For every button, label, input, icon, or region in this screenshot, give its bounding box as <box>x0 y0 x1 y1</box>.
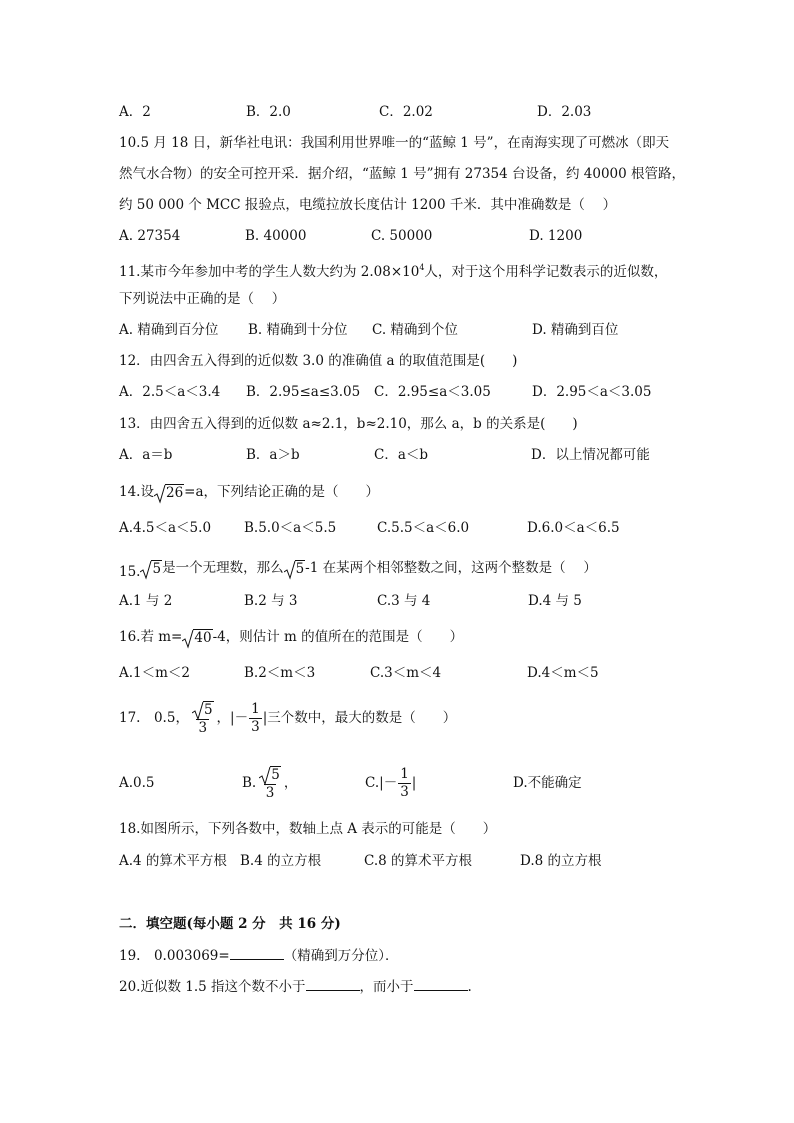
q16-pre: 16.若 m= <box>119 629 183 645</box>
q10-option-d: D. 1200 <box>529 228 583 244</box>
q10-line-2: 然气水合物）的安全可控开采．据介绍，“蓝鲸 1 号”拥有 27354 台设备，约 40000 根管路， <box>119 166 686 182</box>
q16-post: -4，则估计 m 的值所在的范围是（ ） <box>212 629 464 645</box>
q15-option-d: D.4 与 5 <box>528 593 582 609</box>
q14-option-d: D.6.0＜a＜6.5 <box>527 520 620 536</box>
q18-option-c: C.8 的算术平方根 <box>364 853 473 869</box>
fraction-sqrt5-over-3 <box>190 701 216 737</box>
q18-question: 18.如图所示，下列各数中，数轴上点 A 表示的可能是（ ） <box>119 821 497 837</box>
q19-post: （精确到万分位）． <box>283 948 399 964</box>
q17-abs-pre: ，|－ <box>216 710 249 726</box>
radical-sign-icon <box>284 560 296 580</box>
q17-post: |三个数中，最大的数是（ ） <box>262 710 457 726</box>
q15-num: 15. <box>119 564 141 580</box>
answer-blank[interactable] <box>306 977 360 991</box>
q15-option-a: A.1 与 2 <box>119 593 173 609</box>
q14-pre: 14.设 <box>119 484 154 500</box>
fraction-numerator: 1 <box>251 701 260 717</box>
radical-sign-icon <box>182 629 194 649</box>
q9-option-c: C．2.02 <box>379 104 433 120</box>
q16-option-b: B.2＜m＜3 <box>244 665 316 681</box>
answer-blank[interactable] <box>414 977 468 991</box>
sqrt-26 <box>154 484 184 502</box>
q18-option-a: A.4 的算术平方根 <box>119 853 227 869</box>
q17-optb-pre: B. <box>242 775 257 791</box>
fraction-denominator: 3 <box>265 784 275 801</box>
radical-sign-icon <box>140 560 152 580</box>
q13-option-d: D．以上情况都可能 <box>531 447 650 463</box>
sqrt-5-numerator <box>259 766 281 784</box>
sqrt-5-numerator-radicand: 5 <box>203 701 213 718</box>
fraction-numerator: 1 <box>400 766 409 782</box>
q11-option-c: C. 精确到个位 <box>372 322 458 338</box>
q17-optb-post: ， <box>283 775 298 791</box>
q11-option-d: D. 精确到百位 <box>532 322 619 338</box>
q17-optc-post: | <box>411 775 417 791</box>
q14-post: =a，下列结论正确的是（ ） <box>184 484 380 500</box>
q12-option-d: D．2.95＜a＜3.05 <box>532 384 652 400</box>
q16-question <box>119 628 463 647</box>
q13-question: 13．由四舍五入得到的近似数 a≈2.1，b≈2.10，那么 a，b 的关系是( ) <box>119 416 578 432</box>
q17-option-b <box>242 763 297 803</box>
q15-mid: 是一个无理数，那么 <box>162 560 284 576</box>
q17-question <box>119 698 456 738</box>
sqrt-5-radicand: 5 <box>152 560 162 577</box>
fraction-denominator: 3 <box>251 719 260 735</box>
q10-line-1: 10.5 月 18 日，新华社电讯：我国利用世界唯一的“蓝鲸 1 号”，在南海实现了可燃冰（即天 <box>119 135 670 151</box>
q17-option-a: A.0.5 <box>119 775 155 791</box>
sqrt-26-radicand: 26 <box>165 484 184 501</box>
q12-option-c: C．2.95≤a＜3.05 <box>374 384 491 400</box>
q12-option-a: A．2.5＜a＜3.4 <box>119 384 221 400</box>
q17-option-c <box>365 763 416 803</box>
q18-option-d: D.8 的立方根 <box>520 853 602 869</box>
q9-option-b: B．2.0 <box>246 104 291 120</box>
q11-line1-pre: 11.某市今年参加中考的学生人数大约为 2.08×10 <box>119 264 420 280</box>
answer-blank[interactable] <box>230 946 284 960</box>
q17-option-d: D.不能确定 <box>513 775 582 791</box>
q19-pre: 19. 0.003069= <box>119 948 230 964</box>
q17-optc-pre: C.|－ <box>365 775 398 791</box>
sqrt-5-second-radicand: 5 <box>295 560 305 577</box>
q19-question <box>119 946 398 965</box>
fraction-sqrt5-over-3 <box>257 766 283 802</box>
radical-sign-icon <box>192 701 204 721</box>
sqrt-5-numerator <box>192 701 214 719</box>
q20-pre: 20.近似数 1.5 指这个数不小于 <box>119 979 306 995</box>
q16-option-a: A.1＜m＜2 <box>119 665 191 681</box>
fraction-denominator: 3 <box>400 784 409 800</box>
sqrt-5-second <box>284 560 306 578</box>
q11-line1-post: 人，对于这个用科学记数表示的近似数， <box>424 264 668 280</box>
q16-option-d: D.4＜m＜5 <box>527 665 599 681</box>
q9-option-d: D．2.03 <box>537 104 592 120</box>
q14-option-c: C.5.5＜a＜6.0 <box>377 520 470 536</box>
q10-line-3: 约 50 000 个 MCC 报验点，电缆拉放长度估计 1200 千米．其中准确数是（ ） <box>119 197 617 213</box>
q10-option-c: C. 50000 <box>371 228 433 244</box>
q13-option-b: B．a＞b <box>246 447 300 463</box>
q17-pre: 17. 0.5， <box>119 710 189 726</box>
fraction-one-third <box>249 701 262 736</box>
radical-sign-icon <box>259 766 271 786</box>
q11-exponent: 4 <box>419 263 425 272</box>
sqrt-5 <box>140 560 162 578</box>
q14-option-b: B.5.0＜a＜5.5 <box>244 520 337 536</box>
q18-option-b: B.4 的立方根 <box>240 853 322 869</box>
q16-option-c: C.3＜m＜4 <box>370 665 442 681</box>
q15-option-c: C.3 与 4 <box>377 593 431 609</box>
q12-question: 12．由四舍五入得到的近似数 3.0 的准确值 a 的取值范围是( ) <box>119 353 518 369</box>
sqrt-40 <box>182 629 212 647</box>
section-2-title: 二．填空题(每小题 2 分 共 16 分) <box>119 916 341 932</box>
q12-option-b: B．2.95≤a≤3.05 <box>246 384 361 400</box>
q10-option-a: A. 27354 <box>119 228 181 244</box>
q10-option-b: B. 40000 <box>245 228 307 244</box>
q11-line-1 <box>119 259 667 281</box>
q11-option-a: A. 精确到百分位 <box>119 322 219 338</box>
sqrt-40-radicand: 40 <box>194 629 212 646</box>
fraction-one-third <box>398 766 411 801</box>
fraction-denominator: 3 <box>198 719 208 736</box>
q11-line-2: 下列说法中正确的是（ ） <box>119 291 286 307</box>
q13-option-a: A．a＝b <box>119 447 173 463</box>
q14-option-a: A.4.5＜a＜5.0 <box>119 520 212 536</box>
q15-question <box>119 559 597 578</box>
q15-option-b: B.2 与 3 <box>244 593 298 609</box>
q20-question <box>119 977 472 996</box>
q15-post: -1 在某两个相邻整数之间，这两个整数是（ ） <box>305 560 597 576</box>
q20-mid: ，而小于 <box>359 979 414 995</box>
q11-option-b: B. 精确到十分位 <box>248 322 348 338</box>
q9-option-a: A．2 <box>119 104 151 120</box>
radical-sign-icon <box>154 484 166 504</box>
sqrt-5-numerator-radicand: 5 <box>271 766 280 783</box>
q14-question <box>119 483 379 502</box>
q13-option-c: C．a＜b <box>374 447 429 463</box>
q20-post: . <box>467 979 472 995</box>
